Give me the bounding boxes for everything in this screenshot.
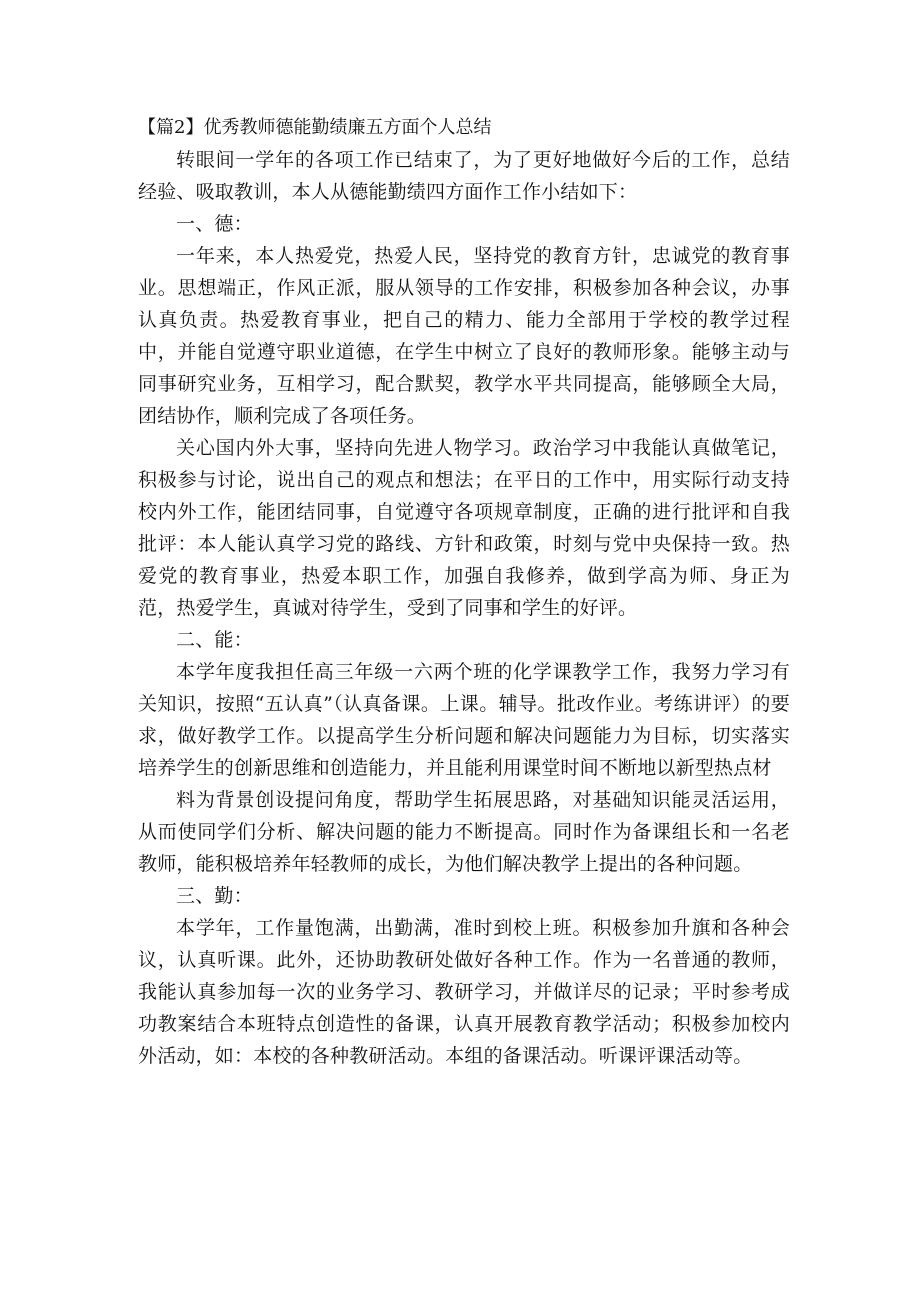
document-title: 【篇2】优秀教师德能勤绩廉五方面个人总结: [138, 117, 492, 138]
paragraph-de-2: 关心国内外大事，坚持向先进人物学习。政治学习中我能认真做笔记，积极参与讨论，说出自己的观点和想法；在平日的工作中，用实际行动支持校内外工作，能团结同事，自觉遵守各项规章制度，正确的进行批评和自我批评：本人能认真学习党的路线、方针和政策，时刻与党中央保持一致。热爱党的教育事业，热爱本职工作，加强自我修养，做到学高为师、身正为范，热爱学生，真诚对待学生，受到了同事和学生的好评。: [138, 437, 790, 619]
paragraph-neng-2: 料为背景创设提问角度，帮助学生拓展思路，对基础知识能灵活运用，从而使同学们分析、解决问题的能力不断提高。同时作为备课组长和一名老教师，能积极培养年轻教师的成长，为他们解决教学上提出的各种问题。: [138, 789, 790, 875]
paragraph-neng-1: 本学年度我担任高三年级一六两个班的化学课教学工作，我努力学习有关知识，按照“五认真”（认真备课。上课。辅导。批改作业。考练讲评）的要求，做好教学工作。以提高学生分析问题和解决问题能力为目标，切实落实培养学生的创新思维和创造能力，并且能利用课堂时间不断地以新型热点材: [138, 661, 790, 779]
section-heading-qin: 三、勤：: [176, 885, 253, 907]
intro-paragraph: 转眼间一学年的各项工作已结束了，为了更好地做好今后的工作，总结经验、吸取教训，本人从德能勤绩四方面作工作小结如下：: [138, 149, 790, 203]
document-body: [138, 112, 790, 1072]
paragraph-qin-1: 本学年，工作量饱满，出勤满，准时到校上班。积极参加升旗和各种会议，认真听课。此外，还协助教研处做好各种工作。作为一名普通的教师，我能认真参加每一次的业务学习、教研学习，并做详尽的记录；平时参考成功教案结合本班特点创造性的备课，认真开展教育教学活动；积极参加校内外活动，如：本校的各种教研活动。本组的备课活动。听课评课活动等。: [138, 917, 790, 1067]
section-heading-de: 一、德：: [176, 213, 253, 235]
section-heading-neng: 二、能：: [176, 629, 253, 651]
paragraph-de-1: 一年来，本人热爱党，热爱人民，坚持党的教育方针，忠诚党的教育事业。思想端正，作风正派，服从领导的工作安排，积极参加各种会议，办事认真负责。热爱教育事业，把自己的精力、能力全部用于学校的教学过程中，并能自觉遵守职业道德，在学生中树立了良好的教师形象。能够主动与同事研究业务，互相学习，配合默契，教学水平共同提高，能够顾全大局，团结协作，顺利完成了各项任务。: [138, 245, 790, 427]
